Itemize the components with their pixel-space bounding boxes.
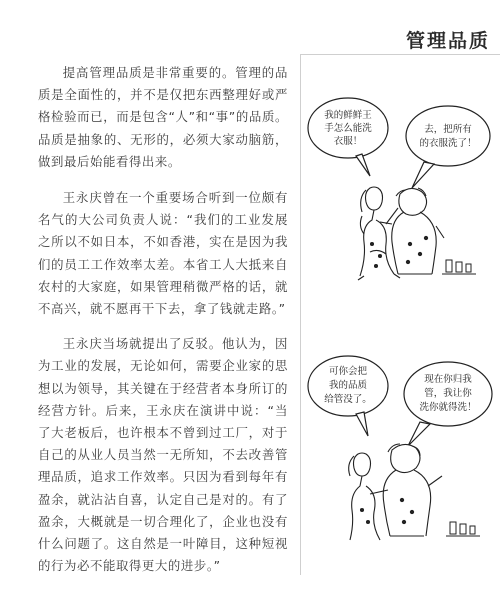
- speech-bubble-left: [308, 98, 388, 176]
- paragraph-3: 王永庆当场就提出了反驳。他认为，因为工业的发展，无论如何，需要企业家的思想以为领导，其关键在于经营者本身所订的经营方针。后来，王永庆在演讲中说：“当了大老板后，也许根本不曾到过工厂，对于自己的从业人员当然一无所知，不去改善管理品质，追求工作效率。只因为看到每年有盈余，就沾沾自喜，认定自己是对的。有了盈余，大概就是一切合理化了，企业也没有什么问题了。这自然是一叶障目，这种短视的行为必不能取得更大的进步。”: [38, 336, 288, 574]
- speech-bubble-left: [308, 356, 388, 436]
- bubble-right-line-2: 管，我让你: [424, 388, 472, 399]
- cartoon-bottom: [300, 350, 500, 550]
- article-body: [38, 62, 288, 589]
- heavy-woman-figure: [380, 188, 444, 274]
- bottles-icon: [442, 260, 476, 274]
- bubble-left-line-2: 我的品质: [328, 380, 368, 391]
- paragraph-1: 提高管理品质是非常重要的。管理的品质是全面性的，并不是仅把东西整理好或严格检验而已，而是包含“人”和“事”的品质。品质是抽象的、无形的，必须大家动脑筋，做到最后始能看得出来。: [38, 65, 288, 169]
- bottles-icon: [446, 522, 480, 536]
- side-title: 管理品质: [405, 30, 490, 52]
- bubble-right-line-1: 去，把所有: [424, 124, 472, 135]
- heavy-woman-figure: [383, 444, 442, 536]
- bubble-right-line-2: 的衣服洗了！: [419, 138, 477, 149]
- bubble-right-line-1: 现在你归我: [424, 374, 472, 385]
- bubble-left-line-3: 给管没了。: [324, 394, 372, 405]
- speech-bubble-right: [406, 106, 490, 188]
- paragraph-2: 王永庆曾在一个重要场合听到一位颇有名气的大公司负责人说：“我们的工业发展之所以不如日本，不如香港，实在是因为我们的员工工作效率太差。本省工人大抵来自农村的大家庭，如果管理稍微严格的话，就不高兴，就不愿再干下去，拿了钱就走路。”: [38, 190, 288, 317]
- thin-woman-figure: [349, 453, 388, 540]
- cartoon-top-illustration: [300, 84, 500, 284]
- bubble-left-line-2: 手怎么能洗: [324, 123, 372, 134]
- bubble-left-line-3: 衣服！: [333, 136, 363, 147]
- speech-bubble-right: [404, 362, 492, 446]
- bubble-right-line-3: 洗你就得洗！: [419, 402, 477, 413]
- cartoon-top: [300, 84, 500, 284]
- cartoon-bottom-illustration: [300, 350, 500, 550]
- thin-woman-figure: [358, 187, 400, 280]
- side-header: [300, 0, 500, 56]
- bubble-left-line-1: 我的鲜鲜王: [324, 110, 372, 121]
- bubble-left-line-1: 可你会把: [328, 366, 368, 377]
